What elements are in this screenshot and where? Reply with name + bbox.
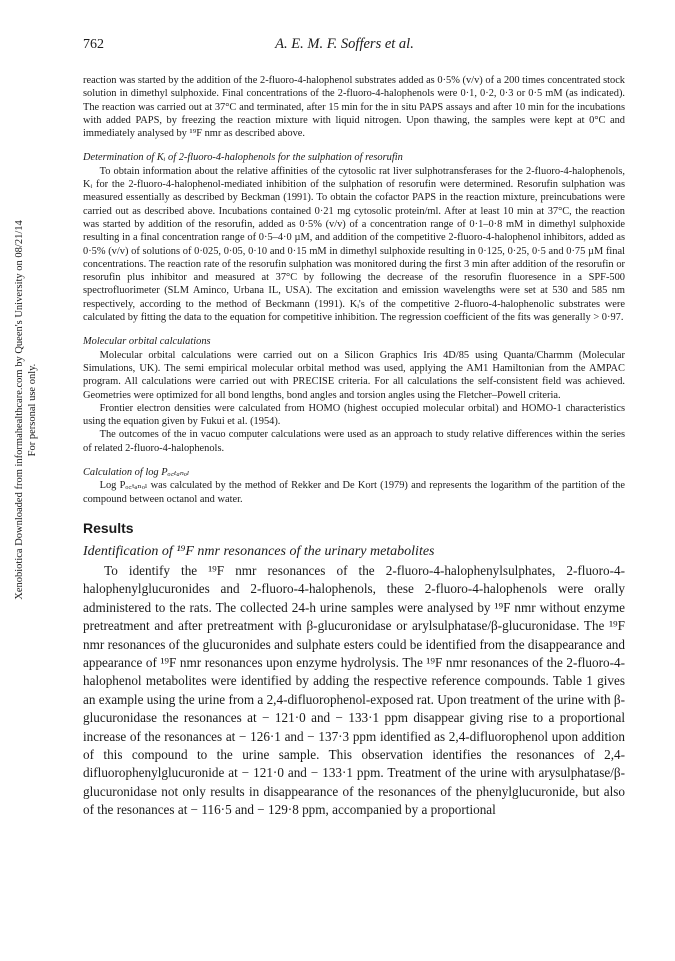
ki-section-body: To obtain information about the relative affinities of the cytosolic rat liver sulphotransferases for the 2-fluoro-4-halophenols, Kᵢ for the 2-fluoro-4-halophenol-mediated inhibition of the sulphation of resorufin were determined. Resorufin sulphation was measured essentially as described by Beckman (1991). To obtain the cofactor PAPS in the reaction mixture, preincubations were carried out as described above. Incubations contained 0·21 mg cytosolic protein/ml. After at least 10 min at 37°C, the reaction was started by addition of the resorufin, added as 0·5% (v/v) of a concentration range of 0·1–0·8 mM in dimethyl sulphoxide resulting in a final concentration range of 0·5–4·0 µM, and addition of the competitive 2-fluoro-4-halophenol inhibitors, added as 0·5% (v/v) of solutions of 0·025, 0·05, 0·10 and 0·15 mM in dimethyl sulphoxide resulting in 0·125, 0·25, 0·5 and 0·75 µM final concentrations. The reaction rate of the resorufin sulphation was monitored during the first 3 min after addition of the resorufin or resorufin plus inhibitor and measured at 37°C by following the decrease of the resorufin fluoresence in a SPF-500 spectrofluorimeter (SLM Aminco, Urbana IL, USA). The excitation and emission wavelengths were set at 530 and 585 nm respectively, according to the method of Beckmann (1991). Kᵢ's of the competitive 2-fluoro-4-halophenolic substrates were calculated by fitting the data to the equation for competitive inhibition. The regression coefficient of the fits was generally > 0·97.: [83, 165, 625, 324]
mo-section-body-1: Molecular orbital calculations were carried out on a Silicon Graphics Iris 4D/85 using Quanta/Charmm (Molecular Simulations, UK). The semi empirical molecular orbital method was used, applying the AM1 Hamiltonian from the AMPAC program. All calculations were carried out with PRECISE criteria. For all calculations the self-consistent field was achieved. Geometries were optimized for all bond lengths, bond angles and torsion angles using the Fletcher–Powell criteria.: [83, 349, 625, 401]
page-number: 762: [83, 37, 104, 52]
running-head: A. E. M. F. Soffers et al.: [275, 36, 414, 52]
watermark-line-1: Xenobiotica Downloaded from informahealthcare.com by Queen's University on 08/21/14: [14, 220, 25, 600]
logp-section-heading: Calculation of log Pₒ꜀ₜₐₙₒₗ: [83, 467, 190, 479]
journal-page: [83, 36, 625, 820]
intro-paragraph: reaction was started by the addition of the 2-fluoro-4-halophenol substrates added as 0·5% (v/v) of a 200 times concentrated stock solution in dimethyl sulphoxide. Final concentrations of the 2-fluoro-4-halophenols were 0·1, 0·2, 0·3 or 0·5 mM (as indicated). The reaction was carried out at 37°C and terminated, after 15 min for the in situ PAPS assays and after 10 min for the incubations with added PAPS, by freezing the reaction mixture with liquid nitrogen. Upon thawing, the samples were kept at 0°C and immediately analysed by ¹⁹F nmr as described above.: [83, 75, 625, 140]
watermark-line-2: For personal use only.: [27, 363, 38, 457]
ki-section-heading: Determination of Kᵢ of 2-fluoro-4-halophenols for the sulphation of resorufin: [83, 152, 403, 164]
results-heading: Results: [83, 519, 134, 536]
mo-section-body-3: The outcomes of the in vacuo computer calculations were used as an approach to study relative differences within the series of related 2-fluoro-4-halophenols.: [83, 429, 625, 454]
mo-section-heading: Molecular orbital calculations: [83, 336, 211, 348]
mo-section-body-2: Frontier electron densities were calculated from HOMO (highest occupied molecular orbital) and HOMO-1 characteristics using the equation given by Fukui et al. (1954).: [83, 402, 625, 428]
results-body: To identify the ¹⁹F nmr resonances of the 2-fluoro-4-halophenylsulphates, 2-fluoro-4-halophenylglucuronides and 2-fluoro-4-halophenols, these 2-fluoro-4-halophenols were orally administered to the rats. The collected 24-h urine samples were analysed by ¹⁹F nmr without enzyme pretreatment and after pretreatment with β-glucuronidase or arylsulphatase/β-glucuronidase. The ¹⁹F nmr resonances of the glucuronides and sulphate esters could be identified from the disappearance and appearance of ¹⁹F nmr resonances upon enzyme hydrolysis. The ¹⁹F nmr resonances of the 2-fluoro-4-halophenol metabolites were identified by adding the respective reference compounds. Table 1 gives an example using the urine from a 2,4-difluorophenol-exposed rat. Upon treatment of the urine with β-glucuronidase the resonances at − 121·0 and − 133·1 ppm disappear giving rise to a proportional increase of the resonances at − 126·1 and − 137·3 ppm identified as 2,4-difluorophenol upon addition of this compound to the urine sample. This observation identifies the resonances of 2,4-difluorophenylglucuronide at − 121·0 and − 133·1 ppm. Treatment of the urine with arysulphatase/β-glucuronidase not only results in disappearance of the resonances of the phenylglucuronide, but also of the resonances at − 116·5 and − 129·8 ppm, accompanied by a proportional: [83, 562, 625, 818]
logp-section-body: Log Pₒ꜀ₜₐₙₒₗ was calculated by the method of Rekker and De Kort (1979) and represents the logarithm of the partition of the compound between octanol and water.: [83, 480, 625, 505]
results-subheading: Identification of ¹⁹F nmr resonances of the urinary metabolites: [83, 543, 435, 559]
download-watermark: [8, 130, 44, 690]
page-header: [83, 36, 625, 58]
